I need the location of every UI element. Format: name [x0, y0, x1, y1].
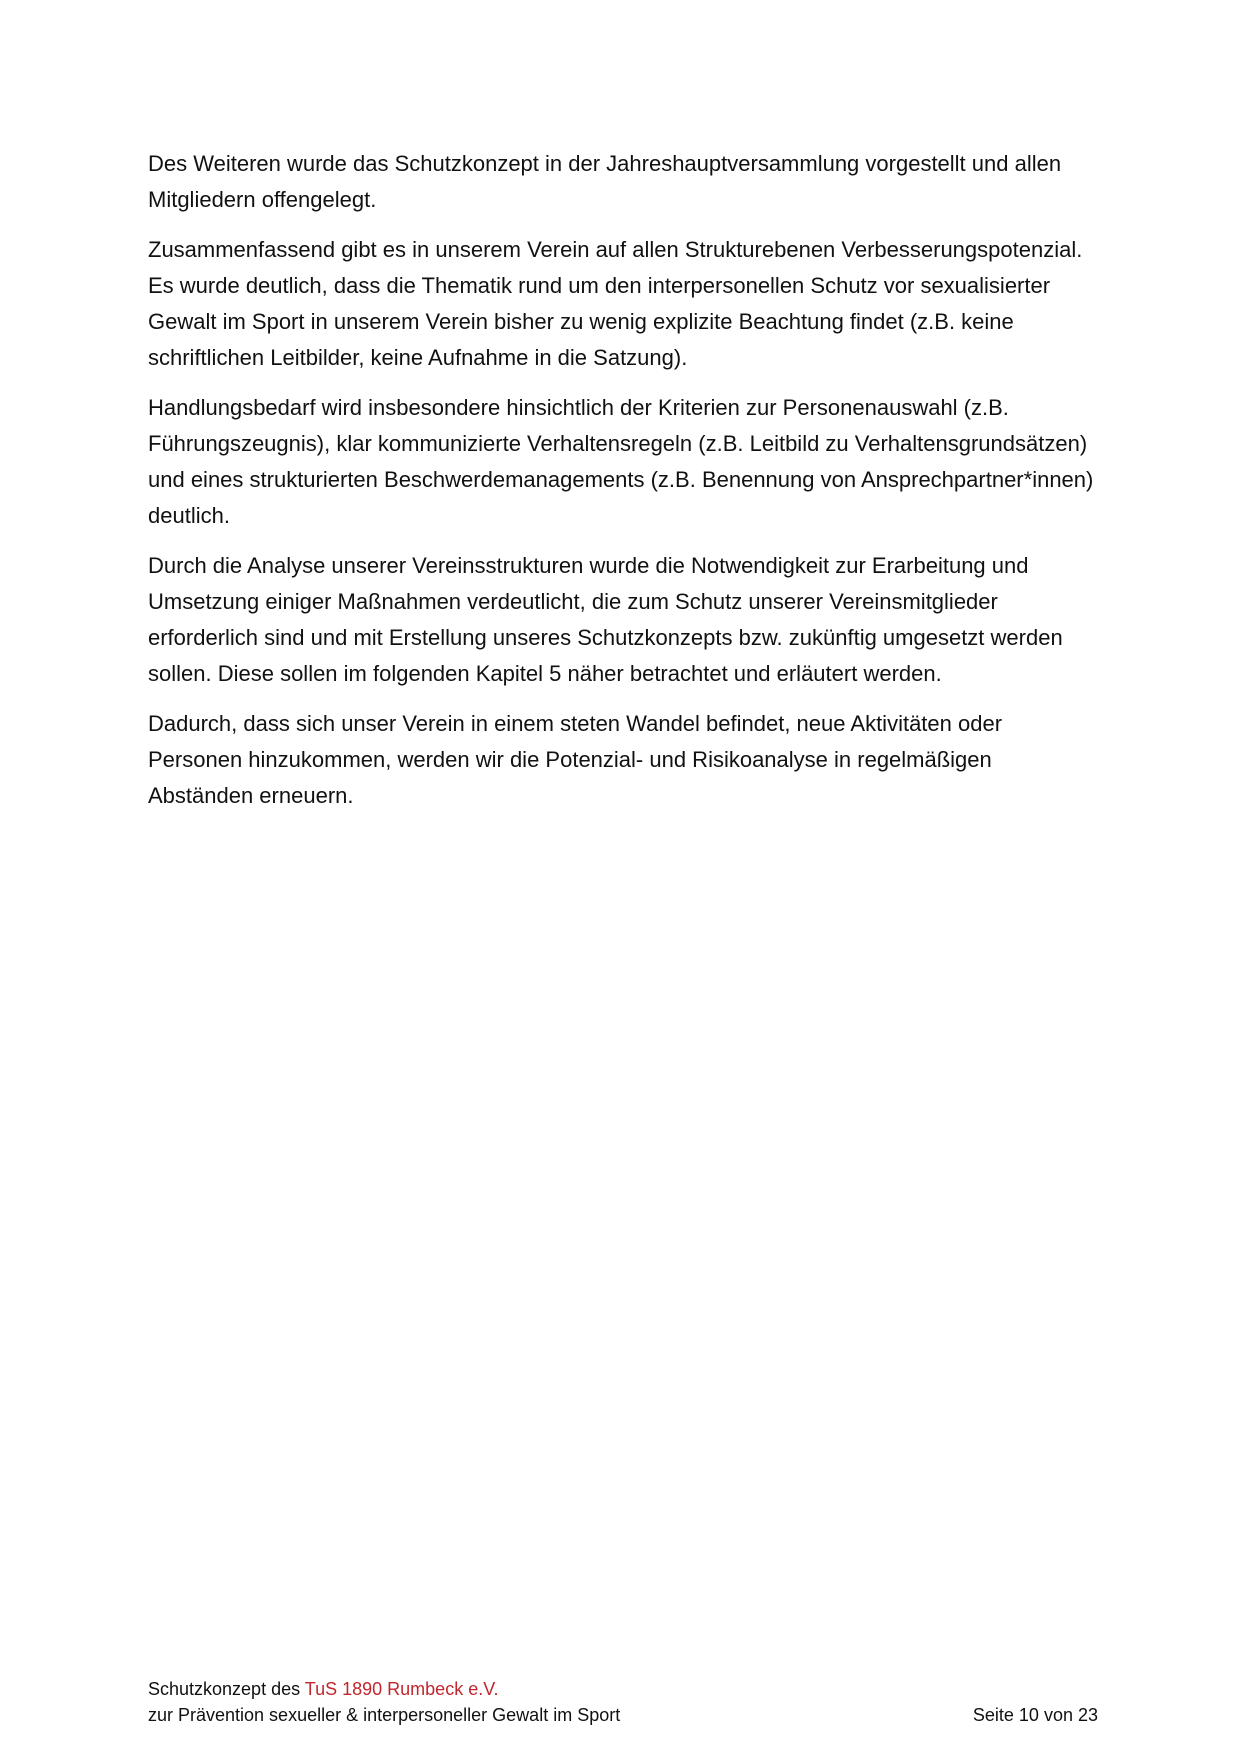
- page-footer: [148, 1676, 1098, 1728]
- footer-title-prefix: Schutzkonzept des: [148, 1679, 305, 1699]
- footer-title: [148, 1676, 499, 1702]
- paragraph-4: Durch die Analyse unserer Vereinsstrukturen wurde die Notwendigkeit zur Erarbeitung und Umsetzung einiger Maßnahmen verdeutlicht, die zum Schutz unserer Vereinsmitglieder erforderlich sind und mit Erstellung unseres Schutzkonzepts bzw. zukünftig umgesetzt werden sollen. Diese sollen im folgenden Kapitel 5 näher betrachtet und erläutert werden.: [148, 553, 1063, 686]
- footer-subtitle-line: [148, 1702, 1098, 1728]
- paragraph-3: Handlungsbedarf wird insbesondere hinsichtlich der Kriterien zur Personenauswahl (z.B. Führungszeugnis), klar kommunizierte Verhaltensregeln (z.B. Leitbild zu Verhaltensgrundsätzen) und eines strukturierten Beschwerdemanagements (z.B. Benennung von Ansprechpartner*innen) deutlich.: [148, 395, 1094, 528]
- paragraph-5: Dadurch, dass sich unser Verein in einem steten Wandel befindet, neue Aktivitäten oder Personen hinzukommen, werden wir die Potenzial- und Risikoanalyse in regelmäßigen Abständen erneuern.: [148, 711, 1003, 808]
- footer-club-name: TuS 1890 Rumbeck e.V.: [304, 1679, 499, 1699]
- paragraph-2: Zusammenfassend gibt es in unserem Verein auf allen Strukturebenen Verbesserungspotenzial. Es wurde deutlich, dass die Thematik rund um den interpersonellen Schutz vor sexualisierter Gewalt im Sport in unserem Verein bisher zu wenig explizite Beachtung findet (z.B. keine schriftlichen Leitbilder, keine Aufnahme in die Satzung).: [148, 237, 1083, 370]
- paragraph-1: Des Weiteren wurde das Schutzkonzept in der Jahreshauptversammlung vorgestellt und allen Mitgliedern offengelegt.: [148, 151, 1062, 212]
- page-number: Seite 10 von 23: [972, 1705, 1098, 1725]
- body-text: [148, 146, 1098, 828]
- footer-subtitle: zur Prävention sexueller & interpersoneller Gewalt im Sport: [148, 1705, 621, 1725]
- footer-title-line: [148, 1676, 1098, 1702]
